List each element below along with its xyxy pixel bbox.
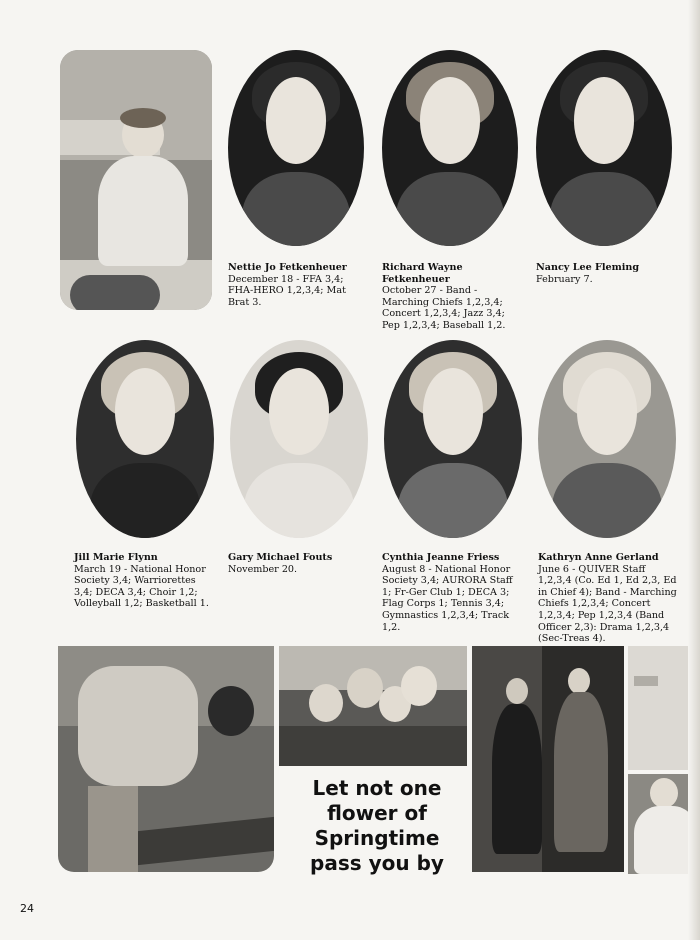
- student-entry: [538, 552, 678, 645]
- student-name: Gary Michael Fouts: [228, 552, 333, 563]
- caption-line-4: pass you by: [310, 851, 444, 875]
- student-bio: August 8 - National Honor Society 3,4; AURORA Staff 1; Fr-Ger Club 1; DECA 3; Flag Corps 1; Tennis 3,4; Gymnastics 1,2,3,4; Track 1,2.: [382, 563, 513, 633]
- student-entry: [536, 262, 676, 285]
- student-entry: [382, 552, 524, 633]
- student-bio: February 7.: [536, 273, 593, 285]
- student-name: Jill Marie Flynn: [74, 552, 158, 563]
- portrait-richard-fetkenheuer: [382, 50, 518, 246]
- portrait-nancy-fleming: [536, 50, 672, 246]
- student-bio: June 6 - QUIVER Staff 1,2,3,4 (Co. Ed 1, Ed 2,3, Ed in Chief 4); Band - Marching Chiefs 1,2,3,4; Concert 1,2,3,4; Pep 1,2,3,4 (Band Officer 2,3): Drama 1,2,3,4 (Sec-Treas 4).: [538, 563, 677, 645]
- student-bio: March 19 - National Honor Society 3,4; Warriorettes 3,4; DECA 3,4; Choir 1,2; Volleyball 1,2; Basketball 1.: [74, 563, 209, 610]
- portrait-kathryn-gerland: [538, 340, 676, 538]
- caption-line-2: flower of: [327, 801, 427, 825]
- student-name: Richard Wayne Fetkenheuer: [382, 262, 463, 285]
- caption-line-1: Let not one: [312, 776, 442, 800]
- portrait-gary-fouts: [230, 340, 368, 538]
- page-number: 24: [20, 902, 34, 915]
- student-name: Nettie Jo Fetkenheuer: [228, 262, 347, 273]
- portrait-nettie-fetkenheuer: [228, 50, 364, 246]
- student-entry: [228, 552, 368, 575]
- portrait-cynthia-friess: [384, 340, 522, 538]
- student-bio: November 20.: [228, 563, 298, 575]
- student-bio: December 18 - FFA 3,4; FHA-HERO 1,2,3,4; Mat Brat 3.: [228, 273, 346, 308]
- student-bio: October 27 - Band - Marching Chiefs 1,2,3,4; Concert 1,2,3,4; Jazz 3,4; Pep 1,2,3,4; Baseball 1,2.: [382, 285, 506, 331]
- student-entry: [382, 262, 522, 332]
- student-name: Kathryn Anne Gerland: [538, 552, 659, 563]
- candid-photo-men-in-hallway: [472, 646, 624, 872]
- student-entry: [74, 552, 216, 610]
- portrait-jill-flynn: [76, 340, 214, 538]
- page-edge: [688, 0, 700, 940]
- caption-line-3: Springtime: [314, 826, 440, 850]
- candid-photo-group-of-students: [279, 646, 467, 766]
- caption-quote: [292, 776, 462, 876]
- student-name: Cynthia Jeanne Friess: [382, 552, 500, 563]
- candid-photo-workshop: [58, 646, 274, 872]
- student-entry: [228, 262, 370, 308]
- student-name: Nancy Lee Fleming: [536, 262, 640, 273]
- candid-photo-student-writing: [60, 50, 212, 310]
